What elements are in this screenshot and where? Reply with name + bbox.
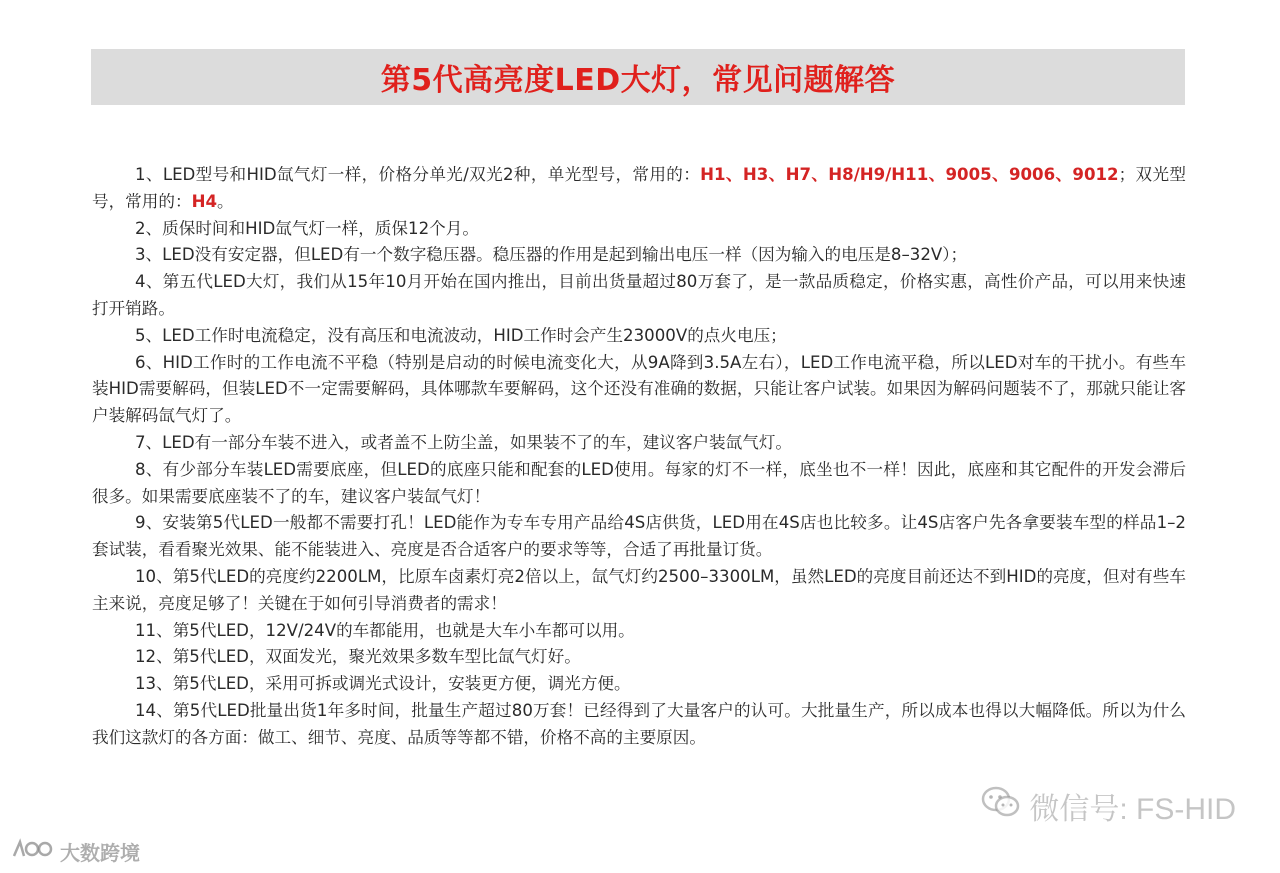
faq-item-7: 7、LED有一部分车装不进入，或者盖不上防尘盖，如果装不了的车，建议客户装氙气灯。 xyxy=(135,432,793,452)
wechat-watermark xyxy=(981,784,1236,828)
faq-item-5: 5、LED工作时电流稳定，没有高压和电流波动，HID工作时会产生23000V的点火电压； xyxy=(135,325,787,345)
brand-watermark xyxy=(10,836,140,867)
faq-item-12: 12、第5代LED，双面发光，聚光效果多数车型比氙气灯好。 xyxy=(135,647,581,667)
faq-item-1-text-c: ；双光型号，常用的： xyxy=(92,165,1186,211)
faq-item-9: 9、安装第5代LED一般都不需要打孔！LED能作为专车专用产品给4S店供货，LED用在4S店也比较多。让4S店客户先各拿要装车型的样品1–2套试装，看看聚光效果、能不能装进入、亮度是否合适客户的要求等等，合适了再批量订货。 xyxy=(92,513,1186,560)
faq-item-3: 3、LED没有安定器，但LED有一个数字稳压器。稳压器的作用是起到输出电压一样（因为输入的电压是8–32V）； xyxy=(135,245,968,265)
faq-item-13: 13、第5代LED，采用可拆或调光式设计，安装更方便，调光方便。 xyxy=(135,674,631,694)
wechat-icon xyxy=(981,785,1021,827)
faq-item-1-text-e: 。 xyxy=(217,191,234,211)
dual-beam-models: H4 xyxy=(191,191,217,211)
faq-item-10: 10、第5代LED的亮度约2200LM，比原车卤素灯亮2倍以上，氙气灯约2500–3300LM，虽然LED的亮度目前还达不到HID的亮度，但对有些车主来说，亮度足够了！关键在于如何引导消费者的需求！ xyxy=(92,566,1186,613)
faq-content xyxy=(92,162,1186,752)
brand-name-text: 大数跨境 xyxy=(60,841,140,865)
faq-item-2: 2、质保时间和HID氙气灯一样，质保12个月。 xyxy=(135,218,479,238)
faq-item-1-text-a: 1、LED型号和HID氙气灯一样，价格分单光/双光2种，单光型号，常用的： xyxy=(135,165,701,184)
faq-item-1 xyxy=(92,162,1186,216)
faq-item-11: 11、第5代LED，12V/24V的车都能用，也就是大车小车都可以用。 xyxy=(135,620,635,640)
faq-item-4: 4、第五代LED大灯，我们从15年10月开始在国内推出，目前出货量超过80万套了，是一款品质稳定，价格实惠，高性价产品，可以用来快速打开销路。 xyxy=(92,272,1186,318)
faq-item-8: 8、有少部分车装LED需要底座，但LED的底座只能和配套的LED使用。每家的灯不一样，底坐也不一样！因此，底座和其它配件的开发会滞后很多。如果需要底座装不了的车，建议客户装氙气灯！ xyxy=(92,459,1186,506)
brand-logo-icon xyxy=(10,836,54,867)
faq-item-6: 6、HID工作时的工作电流不平稳（特别是启动的时候电流变化大，从9A降到3.5A左右），LED工作电流平稳，所以LED对车的干扰小。有些车装HID需要解码，但装LED不一定需要解码，具体哪款车要解码，这个还没有准确的数据，只能让客户试装。如果因为解码问题装不了，那就只能让客户装解码氙气灯了。 xyxy=(92,352,1186,426)
page-title: 第5代高亮度LED大灯，常见问题解答 xyxy=(380,63,896,98)
wechat-id-text: 微信号: FS-HID xyxy=(1029,793,1236,826)
single-beam-models: H1、H3、H7、H8/H9/H11、9005、9006、9012 xyxy=(700,165,1119,184)
title-band xyxy=(91,49,1185,105)
faq-item-14: 14、第5代LED批量出货1年多时间，批量生产超过80万套！已经得到了大量客户的认可。大批量生产，所以成本也得以大幅降低。所以为什么我们这款灯的各方面：做工、细节、亮度、品质等等都不错，价格不高的主要原因。 xyxy=(92,700,1186,747)
